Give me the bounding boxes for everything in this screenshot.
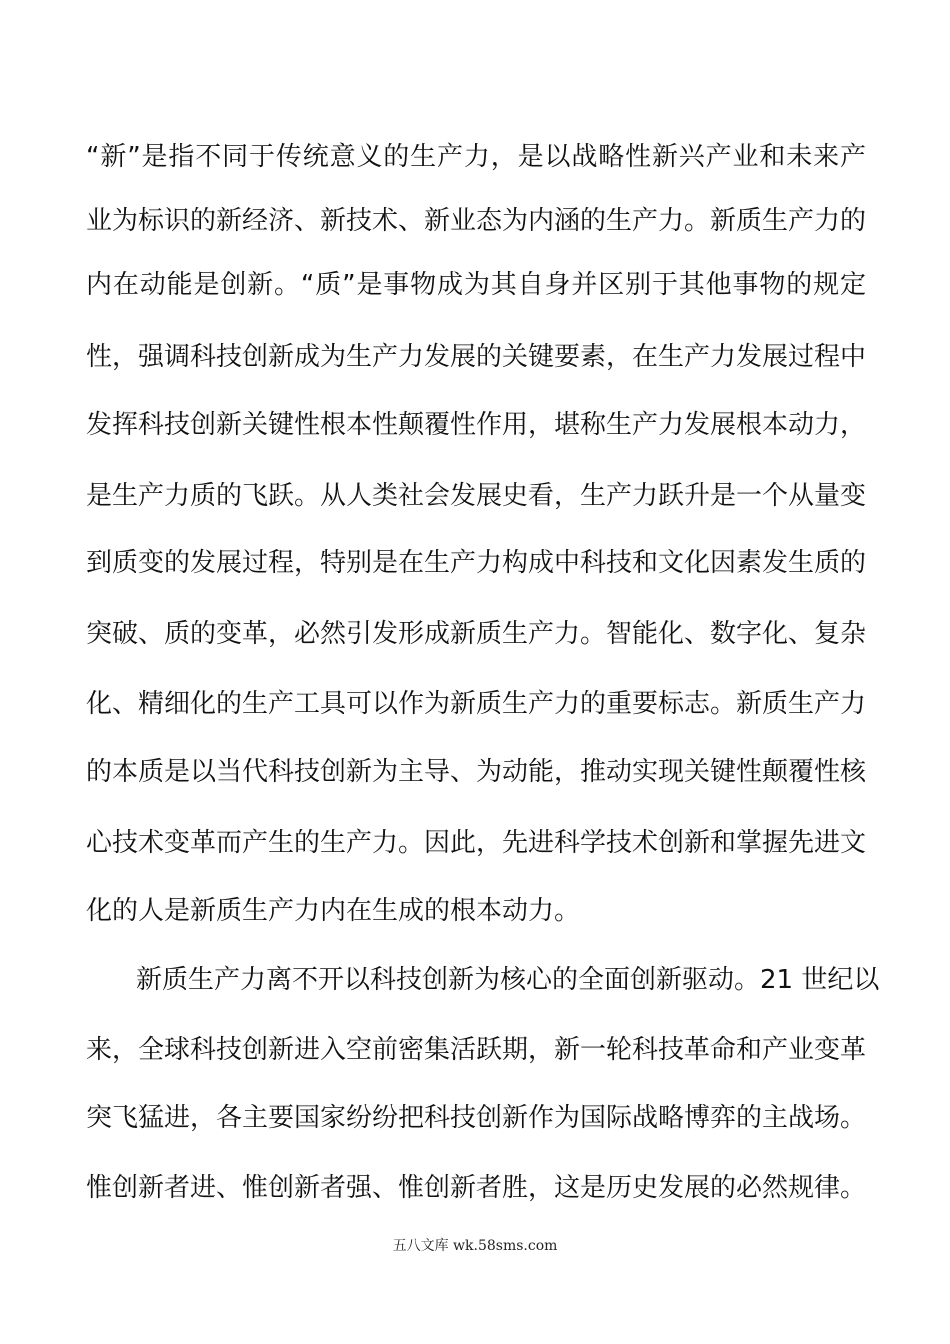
paragraph-1-line: 心技术变革而产生的生产力。因此，先进科学技术创新和掌握先进文 [86, 828, 867, 858]
paragraph-1-line: 发挥科技创新关键性根本性颠覆性作用，堪称生产力发展根本动力， [86, 410, 867, 440]
paragraph-1-line: “新”是指不同于传统意义的生产力，是以战略性新兴产业和未来产 [86, 142, 866, 172]
paragraph-1-line: 化的人是新质生产力内在生成的根本动力。 [86, 896, 581, 926]
paragraph-1-line: 化、精细化的生产工具可以作为新质生产力的重要标志。新质生产力 [86, 689, 867, 719]
paragraph-1-line: 的本质是以当代科技创新为主导、为动能，推动实现关键性颠覆性核 [86, 757, 867, 787]
paragraph-1-line: 突破、质的变革，必然引发形成新质生产力。智能化、数字化、复杂 [86, 619, 867, 649]
paragraph-2-line: 突飞猛进，各主要国家纷纷把科技创新作为国际战略博弈的主战场。 [86, 1103, 867, 1133]
paragraph-1-line: 是生产力质的飞跃。从人类社会发展史看，生产力跃升是一个从量变 [86, 481, 867, 511]
footer-watermark: 五八文库 wk.58sms.com [392, 1238, 558, 1254]
paragraph-2-line: 惟创新者进、惟创新者强、惟创新者胜，这是历史发展的必然规律。 [86, 1173, 867, 1203]
paragraph-1-line: 到质变的发展过程，特别是在生产力构成中科技和文化因素发生质的 [86, 548, 867, 578]
paragraph-2-line: 来，全球科技创新进入空前密集活跃期，新一轮科技革命和产业变革 [86, 1035, 867, 1065]
paragraph-2-line: 新质生产力离不开以科技创新为核心的全面创新驱动。21 世纪以 [136, 965, 880, 995]
paragraph-1-line: 内在动能是创新。“质”是事物成为其自身并区别于其他事物的规定 [86, 270, 866, 300]
paragraph-1-line: 业为标识的新经济、新技术、新业态为内涵的生产力。新质生产力的 [86, 206, 867, 236]
paragraph-1-line: 性，强调科技创新成为生产力发展的关键要素，在生产力发展过程中 [86, 342, 867, 372]
